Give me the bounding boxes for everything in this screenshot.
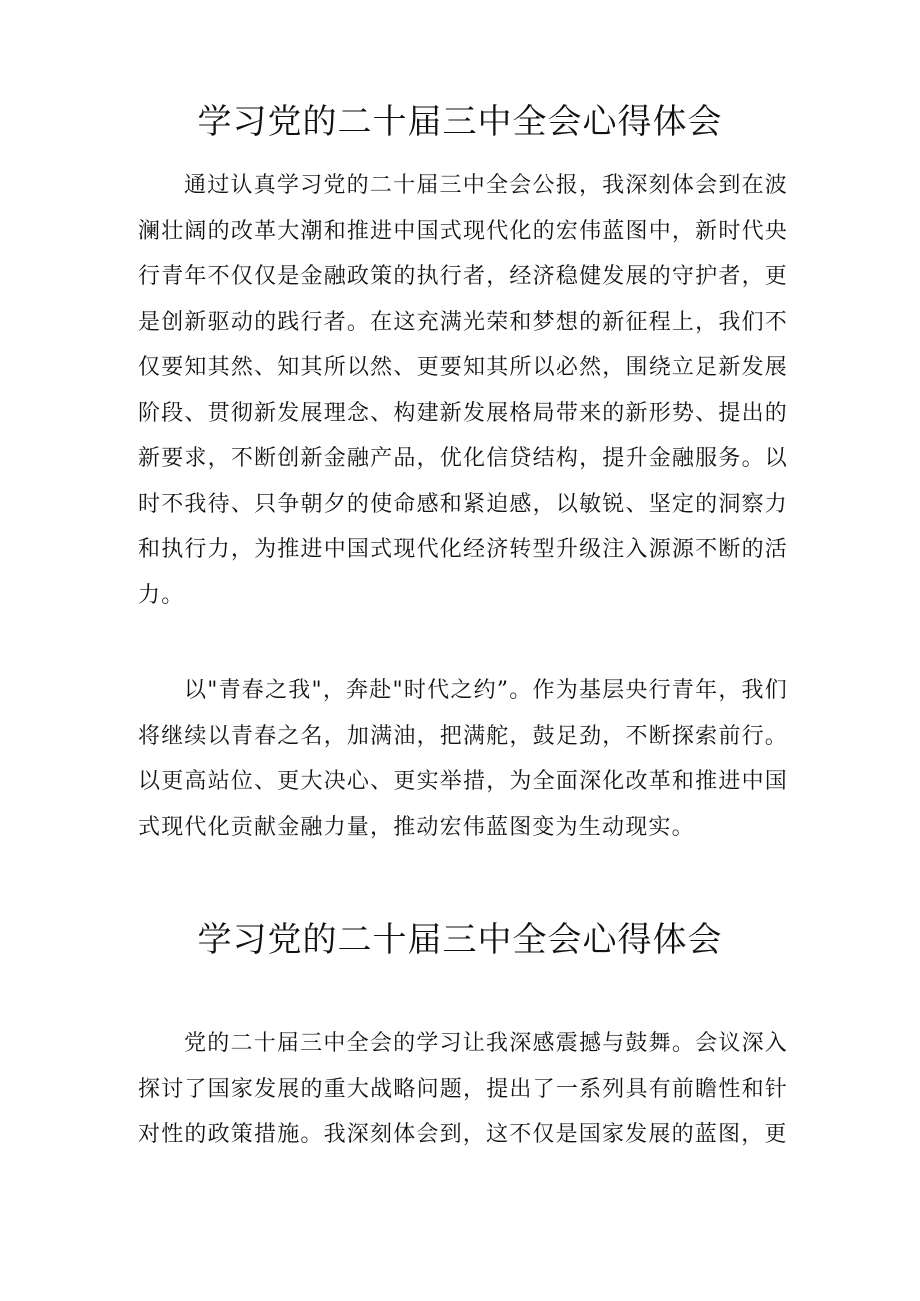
section-2-title: 学习党的二十届三中全会心得体会 — [197, 920, 723, 960]
section-2-paragraph-1: 党的二十届三中全会的学习让我深感震撼与鼓舞。会议深入探讨了国家发展的重大战略问题，提出了一系列具有前瞻性和针对性的政策措施。我深刻体会到，这不仅是国家发展的蓝图，更 — [138, 1031, 788, 1147]
section-1-paragraph-2: 以"青春之我"，奔赴"时代之约”。作为基层央行青年，我们将继续以青春之名，加满油，把满舵，鼓足劲，不断探索前行。以更高站位、更大决心、更实举措，为全面深化改革和推进中国式现代化贡献金融力量，推动宏伟蓝图变为生动现实。 — [138, 678, 788, 840]
section-1-paragraph-1: 通过认真学习党的二十届三中全会公报，我深刻体会到在波澜壮阔的改革大潮和推进中国式现代化的宏伟蓝图中，新时代央行青年不仅仅是金融政策的执行者，经济稳健发展的守护者，更是创新驱动的践行者。在这充满光荣和梦想的新征程上，我们不仅要知其然、知其所以然、更要知其所以必然，围绕立足新发展阶段、贯彻新发展理念、构建新发展格局带来的新形势、提出的新要求，不断创新金融产品，优化信贷结构，提升金融服务。以时不我待、只争朝夕的使命感和紧迫感，以敏锐、坚定的洞察力和执行力，为推进中国式现代化经济转型升级注入源源不断的活力。 — [138, 173, 788, 608]
section-1-title: 学习党的二十届三中全会心得体会 — [197, 102, 723, 142]
